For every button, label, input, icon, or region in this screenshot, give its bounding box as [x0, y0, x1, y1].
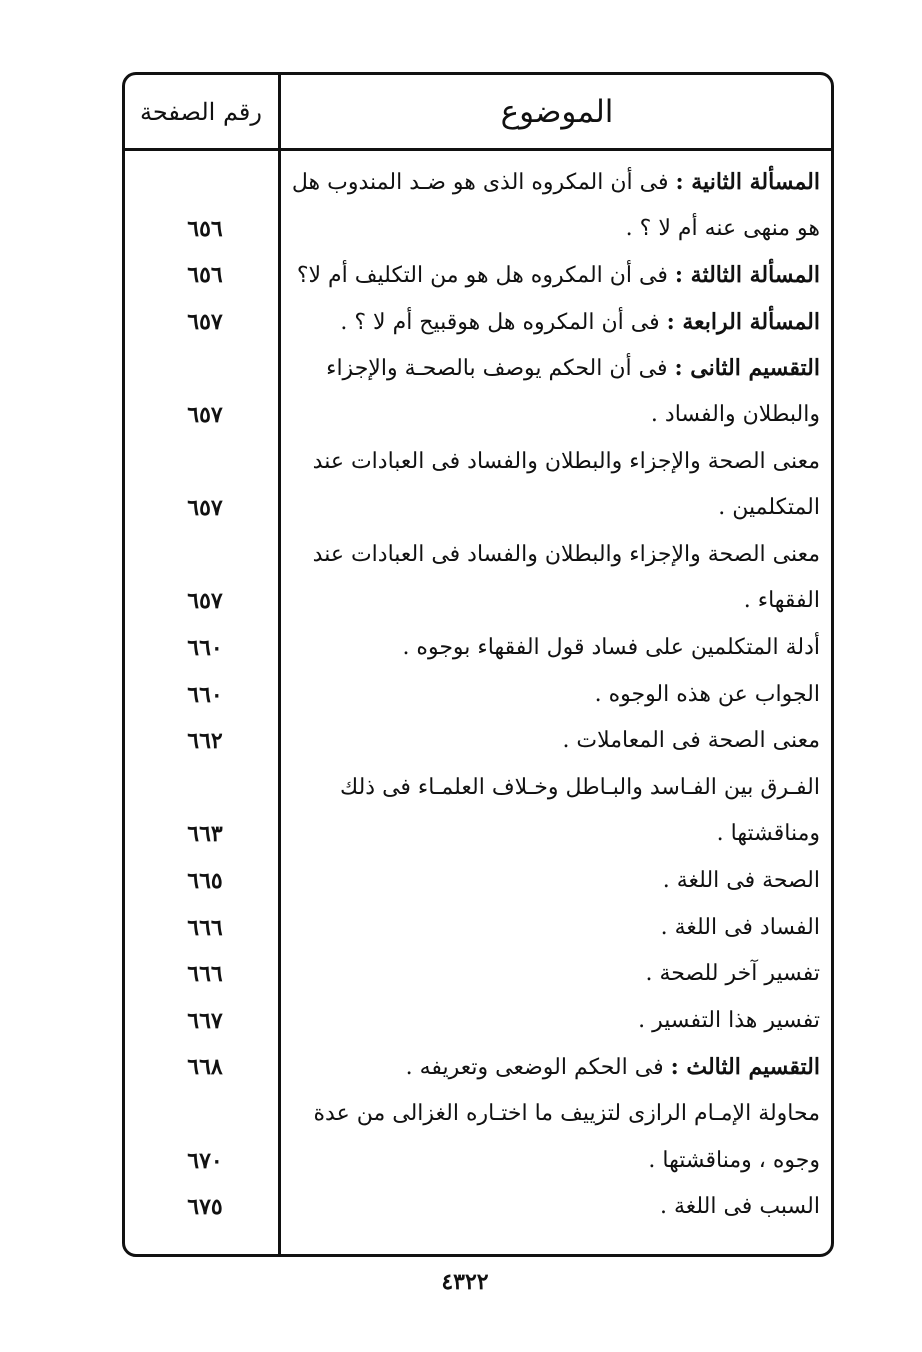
entry-text: فى أن الحكم يوصف بالصحـة والإجزاء — [326, 356, 675, 381]
toc-entry-line — [300, 302, 820, 342]
toc-entry-line — [300, 954, 820, 994]
entry-heading: التقسيم الثانى : — [674, 355, 820, 381]
toc-entry-line — [300, 1187, 820, 1227]
toc-entry-line — [296, 255, 820, 295]
toc-entry-line — [300, 1001, 820, 1041]
entry-text: الفـرق بين الفـاسد والبـاطل وخـلاف العلمـاء فى ذلك — [340, 775, 820, 800]
entry-page-number: ٦٥٦ — [187, 216, 223, 242]
toc-entry-line — [300, 628, 820, 668]
entry-text: هو منهى عنه أم لا ؟ . — [625, 216, 820, 241]
topic-column-header: الموضوع — [500, 94, 614, 130]
entry-text: الصحة فى اللغة . — [662, 868, 820, 893]
entry-page-number: ٦٦٧ — [187, 1008, 223, 1034]
entry-text: معنى الصحة والإجزاء والبطلان والفساد فى العبادات عند — [312, 449, 820, 474]
toc-entry-line — [300, 209, 820, 249]
entry-page-number: ٦٦٠ — [187, 635, 223, 661]
toc-entry-line — [300, 581, 820, 621]
toc-entry-line — [300, 908, 820, 948]
entry-text: معنى الصحة فى المعاملات . — [562, 728, 820, 753]
toc-entry-line — [300, 535, 820, 575]
entry-page-number: ٦٦٨ — [187, 1054, 223, 1080]
toc-entry-line — [300, 814, 820, 854]
toc-entry-line — [300, 488, 820, 528]
toc-entry-line — [300, 721, 820, 761]
entry-page-number: ٦٦٠ — [187, 682, 223, 708]
toc-entry-line — [300, 442, 820, 482]
entry-page-number: ٦٧٥ — [187, 1194, 223, 1220]
entry-heading: التقسيم الثالث : — [670, 1054, 820, 1080]
entry-text: أدلة المتكلمين على فساد قول الفقهاء بوجوه . — [402, 635, 820, 660]
entry-page-number: ٦٧٠ — [187, 1148, 223, 1174]
toc-entry-line — [300, 861, 820, 901]
entry-page-number: ٦٥٧ — [187, 402, 223, 428]
entry-page-number: ٦٥٦ — [187, 262, 223, 288]
entry-text: والبطلان والفساد . — [650, 402, 820, 427]
entry-text: الفساد فى اللغة . — [660, 915, 820, 940]
entry-page-number: ٦٦٢ — [187, 728, 223, 754]
entry-heading: المسألة الثالثة : — [674, 262, 820, 288]
column-divider — [278, 72, 281, 1257]
entry-text: وجوه ، ومناقشتها . — [648, 1148, 820, 1173]
entry-heading: المسألة الرابعة : — [666, 309, 820, 335]
entry-text: محاولة الإمـام الرازى لتزييف ما اختـاره الغزالى من عدة — [313, 1101, 820, 1126]
entry-page-number: ٦٦٥ — [187, 868, 223, 894]
entry-heading: المسألة الثانية : — [675, 169, 820, 195]
entry-text: فى أن المكروه الذى هو ضـد المندوب هل — [291, 170, 676, 195]
toc-entry-line — [300, 1047, 820, 1087]
entry-text: تفسير آخر للصحة . — [645, 961, 820, 986]
entry-page-number: ٦٦٦ — [187, 961, 223, 987]
entry-text: ومناقشتها . — [716, 821, 820, 846]
entry-text: فى أن المكروه هل هوقبيح أم لا ؟ . — [340, 310, 667, 335]
toc-entry-line — [300, 675, 820, 715]
entry-page-number: ٦٦٦ — [187, 915, 223, 941]
entry-text: السبب فى اللغة . — [659, 1194, 820, 1219]
entry-page-number: ٦٥٧ — [187, 588, 223, 614]
header-rule — [122, 148, 834, 151]
entry-text: فى الحكم الوضعى وتعريفه . — [405, 1055, 671, 1080]
toc-entry-line — [291, 162, 820, 202]
page-column-header: رقم الصفحة — [140, 98, 262, 126]
entry-text: تفسير هذا التفسير . — [638, 1008, 820, 1033]
entry-text: معنى الصحة والإجزاء والبطلان والفساد فى العبادات عند — [312, 542, 820, 567]
entry-page-number: ٦٦٣ — [187, 821, 223, 847]
page-number: ٤٣٢٢ — [441, 1269, 489, 1295]
entry-page-number: ٦٥٧ — [187, 309, 223, 335]
toc-entry-line — [300, 348, 820, 388]
entry-text: المتكلمين . — [718, 495, 820, 520]
toc-entry-line — [300, 395, 820, 435]
entry-page-number: ٦٥٧ — [187, 495, 223, 521]
toc-entry-line — [300, 768, 820, 808]
toc-entry-line — [300, 1141, 820, 1181]
entry-text: الفقهاء . — [743, 588, 820, 613]
toc-entry-line — [300, 1094, 820, 1134]
entry-text: الجواب عن هذه الوجوه . — [594, 682, 820, 707]
entry-text: فى أن المكروه هل هو من التكليف أم لا؟ — [296, 263, 675, 288]
